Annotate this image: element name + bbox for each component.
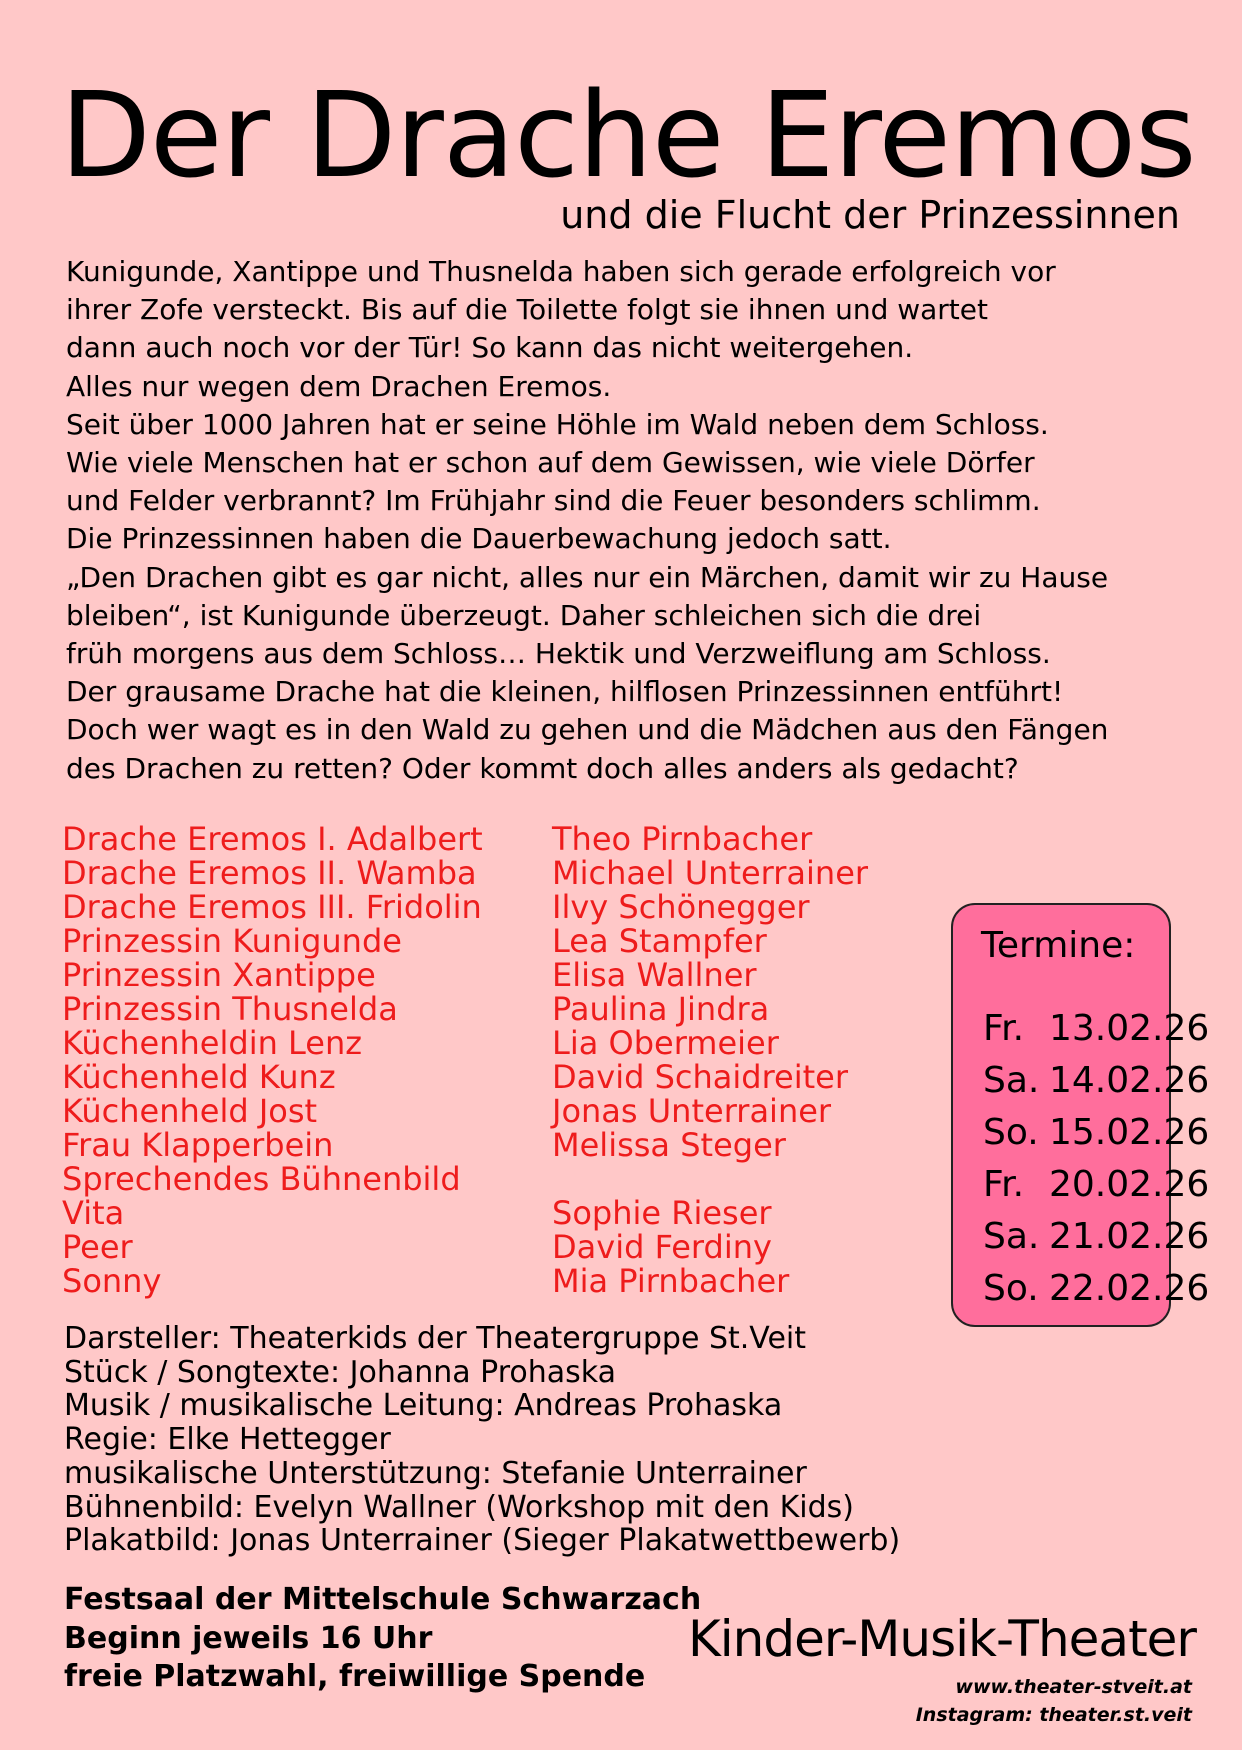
credit-line: Plakatbild: Jonas Unterrainer (Sieger Plakatwettbewerb) [64, 1523, 901, 1559]
date-value: 15.02.26 [1049, 1112, 1210, 1153]
cast-actor: David Schaidreiter [552, 1058, 848, 1096]
story-line: früh morgens aus dem Schloss… Hektik und Verzweiflung am Schloss. [66, 637, 1051, 671]
story-text [66, 253, 1206, 788]
cast-actor: Lea Stampfer [552, 922, 767, 960]
cast-actor: Sophie Rieser [552, 1194, 772, 1232]
cast-actor: Melissa Steger [552, 1126, 786, 1164]
cast-role: Prinzessin Kunigunde [62, 922, 402, 960]
cast-role: Sonny [62, 1262, 162, 1300]
cast-actors-list [552, 822, 868, 1298]
date-item [983, 1263, 1209, 1315]
date-item [983, 1211, 1209, 1263]
cast-actor: Paulina Jindra [552, 990, 770, 1028]
story-line: Seit über 1000 Jahren hat er seine Höhle im Wald neben dem Schloss. [66, 407, 1049, 441]
credit-line: musikalische Unterstützung: Stefanie Unterrainer [64, 1455, 807, 1491]
story-line: dann auch noch vor der Tür! So kann das nicht weitergehen. [66, 331, 914, 365]
poster-subtitle: und die Flucht der Prinzessinnen [560, 193, 1180, 237]
story-line: ihrer Zofe versteckt. Bis auf die Toilette folgt sie ihnen und wartet [66, 293, 988, 327]
story-line: Der grausame Drache hat die kleinen, hilflosen Prinzessinnen entführt! [66, 675, 1064, 709]
cast-actor: Elisa Wallner [552, 956, 757, 994]
venue-info [64, 1581, 701, 1697]
credit-line: Darsteller: Theaterkids der Theatergruppe St.Veit [64, 1321, 807, 1356]
date-item [983, 1055, 1209, 1107]
story-line: Kunigunde, Xantippe und Thusnelda haben sich gerade erfolgreich vor [66, 255, 1056, 288]
story-line: des Drachen zu retten? Oder kommt doch alles anders als gedacht? [66, 751, 1019, 785]
date-value: 13.02.26 [1049, 1008, 1210, 1049]
cast-actor: Lia Obermeier [552, 1024, 779, 1062]
cast-role: Küchenheld Kunz [62, 1058, 336, 1096]
cast-role: Prinzessin Xantippe [62, 956, 376, 994]
story-line: Die Prinzessinnen haben die Dauerbewachung jedoch satt. [66, 522, 892, 556]
date-value: 20.02.26 [1049, 1164, 1210, 1205]
story-line: Doch wer wagt es in den Wald zu gehen und die Mädchen aus den Fängen [66, 713, 1109, 747]
brand-name: Kinder-Musik-Theater [687, 1610, 1196, 1668]
date-day: Fr. [983, 1008, 1025, 1049]
credit-line: Regie: Elke Hettegger [64, 1422, 391, 1458]
cast-actor: David Ferdiny [552, 1228, 772, 1266]
cast-role: Küchenheld Jost [62, 1092, 318, 1130]
cast-role: Küchenheldin Lenz [62, 1024, 363, 1062]
credit-line: Bühnenbild: Evelyn Wallner (Workshop mit den Kids) [64, 1489, 854, 1525]
dates-box [951, 903, 1210, 1327]
date-day: Sa. [983, 1216, 1040, 1257]
instagram-handle[interactable]: Instagram: theater.st.veit [915, 1704, 1192, 1726]
cast-actor: Jonas Unterrainer [552, 1092, 832, 1130]
date-item [983, 1003, 1209, 1055]
credit-line: Musik / musikalische Leitung: Andreas Prohaska [64, 1388, 783, 1424]
dates-title: Termine: [981, 925, 1136, 966]
story-line: bleiben“, ist Kunigunde überzeugt. Daher schleichen sich die drei [66, 598, 982, 632]
date-day: So. [983, 1112, 1039, 1153]
cast-actor: Michael Unterrainer [552, 854, 869, 892]
date-item [983, 1107, 1209, 1159]
cast-actor: Mia Pirnbacher [552, 1262, 790, 1300]
poster-title: Der Drache Eremos [60, 66, 1196, 204]
cast-role: Frau Klapperbein [62, 1126, 334, 1164]
cast-role: Drache Eremos I. Adalbert [62, 820, 483, 858]
credit-line: Stück / Songtexte: Johanna Prohaska [64, 1354, 617, 1390]
date-day: Sa. [983, 1060, 1040, 1101]
venue-line: Beginn jeweils 16 Uhr [64, 1620, 433, 1656]
date-day: Fr. [983, 1164, 1025, 1205]
website-link[interactable]: www.theater-stveit.at [955, 1676, 1192, 1698]
story-line: Alles nur wegen dem Drachen Eremos. [66, 369, 612, 403]
cast-role: Drache Eremos II. Wamba [62, 854, 477, 892]
dates-list [983, 1003, 1209, 1315]
cast-roles-list [62, 822, 483, 1298]
cast-role: Peer [62, 1228, 133, 1266]
date-value: 22.02.26 [1049, 1268, 1210, 1309]
cast-role: Sprechendes Bühnenbild [62, 1160, 461, 1198]
cast-actor: Theo Pirnbacher [552, 820, 813, 858]
cast-role: Vita [62, 1194, 125, 1232]
cast-actor: Ilvy Schönegger [552, 888, 810, 926]
story-line: und Felder verbrannt? Im Frühjahr sind die Feuer besonders schlimm. [66, 484, 1041, 518]
date-day: So. [983, 1268, 1039, 1309]
venue-line: Festsaal der Mittelschule Schwarzach [64, 1582, 702, 1617]
story-line: Wie viele Menschen hat er schon auf dem Gewissen, wie viele Dörfer [66, 446, 1035, 480]
cast-spacer [552, 1162, 868, 1196]
cast-role: Prinzessin Thusnelda [62, 990, 398, 1028]
venue-line: freie Platzwahl, freiwillige Spende [64, 1659, 646, 1694]
credits-list [64, 1322, 900, 1558]
date-value: 14.02.26 [1049, 1060, 1210, 1101]
date-item [983, 1159, 1209, 1211]
date-value: 21.02.26 [1049, 1216, 1210, 1257]
cast-role: Drache Eremos III. Fridolin [62, 888, 482, 926]
story-line: „Den Drachen gibt es gar nicht, alles nur ein Märchen, damit wir zu Hause [66, 560, 1109, 594]
